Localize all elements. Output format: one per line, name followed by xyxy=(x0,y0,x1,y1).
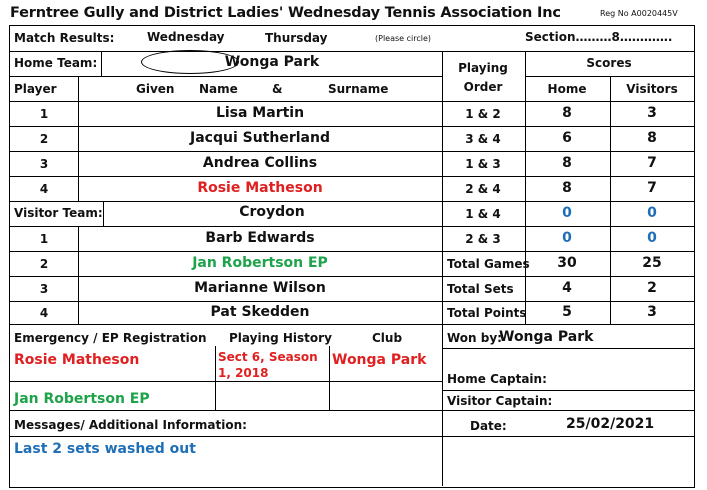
playing-history-label: Playing History xyxy=(229,331,332,345)
visitors-col-header: Visitors xyxy=(626,82,678,96)
player-number: 1 xyxy=(39,232,49,246)
scores-label: Scores xyxy=(586,56,632,70)
home-col-header: Home xyxy=(547,82,587,96)
page-title: Ferntree Gully and District Ladies' Wednesday Tennis Association Inc xyxy=(10,5,561,21)
player-name: Jacqui Sutherland xyxy=(190,130,330,146)
club-label: Club xyxy=(372,331,403,345)
emergency-name-1: Rosie Matheson xyxy=(14,352,140,368)
home-score: 8 xyxy=(562,155,572,171)
total-sets-label: Total Sets xyxy=(447,282,514,296)
player-name: Andrea Collins xyxy=(202,155,318,171)
visitors-score: 0 xyxy=(647,205,657,221)
player-name: Barb Edwards xyxy=(205,230,315,246)
score-sheet xyxy=(9,25,695,488)
name-col-header: Name xyxy=(199,82,238,96)
playing-order: 1 & 4 xyxy=(465,207,501,221)
player-number: 3 xyxy=(39,157,49,171)
won-by-team: Wonga Park xyxy=(499,329,594,345)
playing-order: 1 & 3 xyxy=(465,157,501,171)
home-team-name: Wonga Park xyxy=(224,54,320,70)
visitors-score: 7 xyxy=(647,180,657,196)
amp-col-header: & xyxy=(272,82,283,96)
total-sets-visitors: 2 xyxy=(647,280,657,296)
day-wednesday: Wednesday xyxy=(147,30,225,44)
visitor-team-name: Croydon xyxy=(239,204,305,220)
player-number: 4 xyxy=(39,306,49,320)
visitors-score: 7 xyxy=(647,155,657,171)
playing-order: 2 & 3 xyxy=(465,232,501,246)
home-score: 8 xyxy=(562,105,572,121)
total-points-label: Total Points xyxy=(447,306,527,320)
playing-order: 1 & 2 xyxy=(465,107,501,121)
player-number: 2 xyxy=(39,132,49,146)
date-value: 25/02/2021 xyxy=(566,416,655,432)
order-label: Order xyxy=(463,80,503,94)
total-games-visitors: 25 xyxy=(642,255,662,271)
won-by-label: Won by: xyxy=(447,331,502,345)
player-name: Rosie Matheson xyxy=(197,180,323,196)
total-sets-home: 4 xyxy=(562,280,572,296)
total-points-visitors: 3 xyxy=(647,304,657,320)
visitors-score: 0 xyxy=(647,230,657,246)
home-score: 0 xyxy=(562,205,572,221)
day-thursday: Thursday xyxy=(265,31,328,45)
total-points-home: 5 xyxy=(562,304,572,320)
section-field: Section………8…………. xyxy=(525,30,673,44)
visitor-captain-label: Visitor Captain: xyxy=(447,394,553,408)
given-col-header: Given xyxy=(136,82,175,96)
visitors-score: 8 xyxy=(647,130,657,146)
total-games-label: Total Games xyxy=(447,257,530,271)
emergency-label: Emergency / EP Registration xyxy=(14,331,207,345)
date-label: Date: xyxy=(470,419,507,433)
playing-order: 3 & 4 xyxy=(465,132,501,146)
home-score: 8 xyxy=(562,180,572,196)
player-col-header: Player xyxy=(14,82,57,96)
total-games-home: 30 xyxy=(557,255,577,271)
home-captain-label: Home Captain: xyxy=(447,372,547,386)
player-number: 2 xyxy=(39,257,49,271)
surname-col-header: Surname xyxy=(328,82,389,96)
playing-history-1: Sect 6, Season 1, 2018 xyxy=(218,350,318,380)
player-number: 3 xyxy=(39,282,49,296)
visitor-team-label: Visitor Team: xyxy=(14,206,103,220)
reg-number: Reg No A0020445V xyxy=(600,9,678,18)
player-name: Marianne Wilson xyxy=(194,280,326,296)
home-score: 6 xyxy=(562,130,572,146)
visitors-score: 3 xyxy=(647,105,657,121)
home-score: 0 xyxy=(562,230,572,246)
player-number: 4 xyxy=(39,182,49,196)
player-number: 1 xyxy=(39,107,49,121)
player-name: Jan Robertson EP xyxy=(192,255,328,271)
circle-note: (Please circle) xyxy=(375,34,432,43)
player-name: Pat Skedden xyxy=(210,304,310,320)
match-results-label: Match Results: xyxy=(14,31,115,45)
club-1: Wonga Park xyxy=(332,352,427,368)
home-team-label: Home Team: xyxy=(14,56,98,70)
messages-text: Last 2 sets washed out xyxy=(14,441,196,457)
playing-label: Playing xyxy=(458,61,508,75)
emergency-name-2: Jan Robertson EP xyxy=(14,391,150,407)
messages-label: Messages/ Additional Information: xyxy=(14,418,247,432)
playing-order: 2 & 4 xyxy=(465,182,501,196)
player-name: Lisa Martin xyxy=(215,105,305,121)
